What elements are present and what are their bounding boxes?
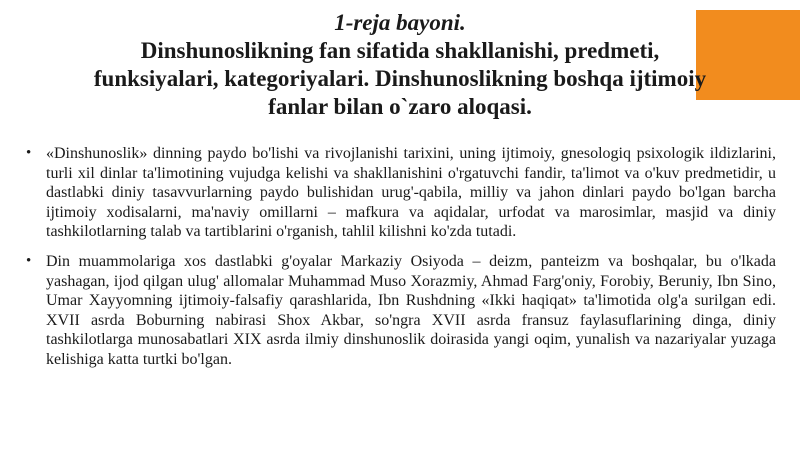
list-item (24, 144, 776, 242)
slide-subtitle: 1-reja bayoni. (334, 10, 466, 35)
slide-title: Dinshunoslikning fan sifatida shakllanishi, predmeti, funksiyalari, kategoriyalari. Dinshunoslikning boshqa ijtimoiy fanlar bilan o`zaro aloqasi. (93, 38, 707, 119)
paragraph-text: «Dinshunoslik» dinning paydo bo'lishi va rivojlanishi tarixini, uning ijtimoiy, gnesologiq psixologik ildizlarini, turli xil dinlar ta'limotining vujudga kelishi va shakllanishini o'rgatuvchi fandir, ta'limot va o'kuv predmetidir, u dastlabki diniy tasavvurlarning paydo bulishidan urug'-qabila, milliy va jahon dinlari paydo bo'lgan barcha ijtimoiy xodisalarni, ma'naviy omillarni – mafkura va aqidalar, urfodat va marosimlar, masjid va diniy tashkilotlarning talab va tartiblarini o'rganish, tahlil kilishni ko'zda tutadi. (46, 145, 776, 241)
bullet-icon: • (26, 252, 32, 269)
slide-header (40, 9, 760, 121)
bullet-list (24, 144, 776, 380)
paragraph-text: Din muammolariga xos dastlabki g'oyalar Markaziy Osiyoda – deizm, panteizm va boshqalar, bu o'lkada yashagan, ijod qilgan ulug' allomalar Muhammad Muso Xorazmiy, Ahmad Farg'oniy, Forobiy, Beruniy, Ibn Sino, Umar Xayyomning ijtimoiy-falsafiy qarashlarida, Ibn Rushdning «Ikki haqiqat» ta'limotida olg'a surilgan edi. XVII asrda Boburning nabirasi Shox Akbar, so'ngra XVII asrda fransuz faylasuflarining dinga, diniy tashkilotlarga munosabatlari XIX asrda ilmiy dinshunoslik doirasida yangi oqim, yunalish va nazariyalar yuzaga kelishiga katta turtki bo'lgan. (46, 252, 776, 368)
bullet-icon: • (26, 145, 32, 161)
list-item (24, 252, 776, 370)
